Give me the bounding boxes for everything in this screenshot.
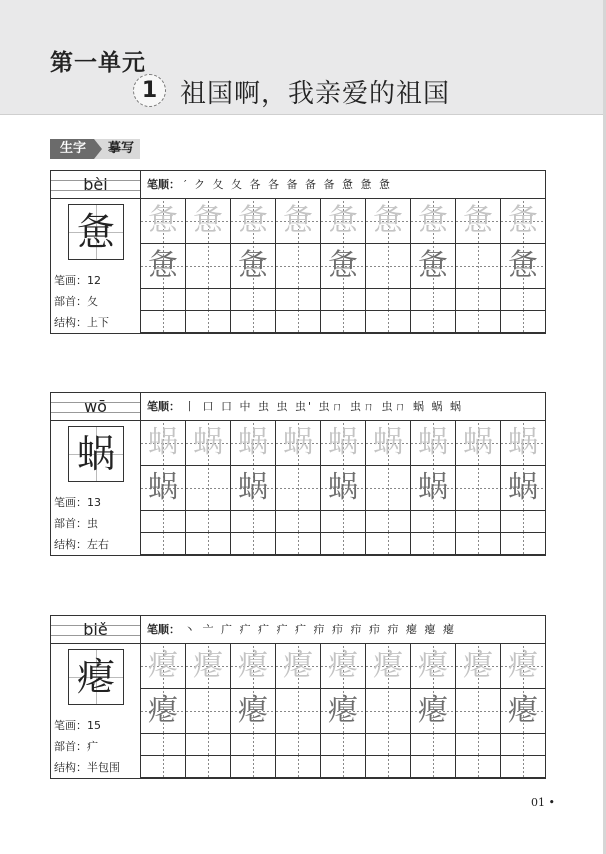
blank-cell[interactable] <box>366 466 411 511</box>
blank-cell[interactable] <box>456 511 501 533</box>
blank-cell[interactable] <box>456 289 501 311</box>
blank-cell[interactable] <box>276 734 321 756</box>
blank-cell[interactable] <box>276 244 321 289</box>
blank-cell[interactable] <box>321 756 366 778</box>
copy-cell[interactable]: 瘪 <box>321 689 366 734</box>
blank-cell[interactable] <box>186 244 231 289</box>
structure: 结构：左右 <box>54 538 109 551</box>
trace-cell[interactable]: 蜗 <box>411 421 456 466</box>
trace-cell[interactable]: 惫 <box>366 199 411 244</box>
model-character: 惫 <box>68 204 124 260</box>
blank-cell[interactable] <box>411 511 456 533</box>
copy-cell[interactable]: 惫 <box>231 244 276 289</box>
section-tag <box>50 139 140 159</box>
copy-cell[interactable]: 惫 <box>141 244 186 289</box>
trace-cell[interactable]: 蜗 <box>141 421 186 466</box>
copy-cell[interactable]: 瘪 <box>231 689 276 734</box>
trace-cell[interactable]: 瘪 <box>456 644 501 689</box>
blank-cell[interactable] <box>141 311 186 333</box>
writing-grid <box>141 421 545 555</box>
blank-cell[interactable] <box>411 311 456 333</box>
trace-cell[interactable]: 瘪 <box>186 644 231 689</box>
character-info <box>51 644 141 778</box>
trace-cell[interactable]: 惫 <box>411 199 456 244</box>
blank-cell[interactable] <box>276 756 321 778</box>
blank-cell[interactable] <box>501 311 546 333</box>
blank-cell[interactable] <box>366 734 411 756</box>
blank-cell[interactable] <box>456 756 501 778</box>
blank-cell[interactable] <box>141 756 186 778</box>
trace-cell[interactable]: 惫 <box>456 199 501 244</box>
blank-cell[interactable] <box>276 466 321 511</box>
trace-cell[interactable]: 瘪 <box>366 644 411 689</box>
copy-cell[interactable]: 惫 <box>411 244 456 289</box>
radical: 部首：虫 <box>54 517 98 530</box>
blank-cell[interactable] <box>456 466 501 511</box>
blank-cell[interactable] <box>366 311 411 333</box>
character-info <box>51 199 141 333</box>
blank-cell[interactable] <box>456 689 501 734</box>
trace-cell[interactable]: 蜗 <box>321 421 366 466</box>
copy-cell[interactable]: 瘪 <box>501 689 546 734</box>
copy-cell[interactable]: 蜗 <box>411 466 456 511</box>
writing-grid <box>141 644 545 778</box>
copy-cell[interactable]: 蜗 <box>141 466 186 511</box>
model-character: 蜗 <box>68 426 124 482</box>
blank-cell[interactable] <box>501 511 546 533</box>
stroke-count: 笔画：13 <box>54 496 101 509</box>
trace-cell[interactable]: 蜗 <box>501 421 546 466</box>
blank-cell[interactable] <box>186 311 231 333</box>
blank-cell[interactable] <box>276 289 321 311</box>
blank-cell[interactable] <box>186 689 231 734</box>
trace-cell[interactable]: 惫 <box>501 199 546 244</box>
trace-cell[interactable]: 蜗 <box>186 421 231 466</box>
blank-cell[interactable] <box>501 289 546 311</box>
copy-cell[interactable]: 瘪 <box>411 689 456 734</box>
blank-cell[interactable] <box>366 533 411 555</box>
structure: 结构：上下 <box>54 316 109 329</box>
lesson-title: 祖国啊，我亲爱的祖国 <box>180 79 451 109</box>
page-header <box>0 0 606 115</box>
unit-title: 第一单元 <box>50 50 146 76</box>
stroke-order: 笔顺： 丨 口 口 中 虫 虫 虫' 虫ㄇ 虫ㄇ 虫ㄇ 蜗 蜗 蜗 <box>141 393 545 421</box>
blank-cell[interactable] <box>321 511 366 533</box>
stroke-order: 笔顺： ′ ク 夂 夂 各 各 备 备 备 惫 惫 惫 <box>141 171 545 199</box>
character-practice-block <box>50 615 546 779</box>
blank-cell[interactable] <box>141 533 186 555</box>
blank-cell[interactable] <box>276 689 321 734</box>
trace-cell[interactable]: 蜗 <box>276 421 321 466</box>
copy-cell[interactable]: 瘪 <box>141 689 186 734</box>
trace-cell[interactable]: 惫 <box>186 199 231 244</box>
blank-cell[interactable] <box>276 311 321 333</box>
character-practice-block <box>50 392 546 556</box>
lesson-number: 1 <box>133 74 166 107</box>
trace-cell[interactable]: 惫 <box>321 199 366 244</box>
blank-cell[interactable] <box>321 289 366 311</box>
blank-cell[interactable] <box>231 756 276 778</box>
trace-cell[interactable]: 惫 <box>141 199 186 244</box>
copy-cell[interactable]: 惫 <box>501 244 546 289</box>
blank-cell[interactable] <box>276 533 321 555</box>
blank-cell[interactable] <box>231 734 276 756</box>
copy-cell[interactable]: 蜗 <box>321 466 366 511</box>
blank-cell[interactable] <box>321 311 366 333</box>
blank-cell[interactable] <box>411 734 456 756</box>
blank-cell[interactable] <box>321 734 366 756</box>
blank-cell[interactable] <box>411 289 456 311</box>
blank-cell[interactable] <box>366 244 411 289</box>
blank-cell[interactable] <box>141 289 186 311</box>
trace-cell[interactable]: 惫 <box>276 199 321 244</box>
model-character: 瘪 <box>68 649 124 705</box>
blank-cell[interactable] <box>231 533 276 555</box>
blank-cell[interactable] <box>186 533 231 555</box>
trace-cell[interactable]: 瘪 <box>231 644 276 689</box>
page-number: 01 • <box>531 796 555 809</box>
blank-cell[interactable] <box>276 511 321 533</box>
blank-cell[interactable] <box>411 756 456 778</box>
blank-cell[interactable] <box>366 511 411 533</box>
pinyin: wō <box>51 393 141 421</box>
blank-cell[interactable] <box>186 466 231 511</box>
trace-cell[interactable]: 蜗 <box>456 421 501 466</box>
blank-cell[interactable] <box>231 511 276 533</box>
blank-cell[interactable] <box>186 511 231 533</box>
blank-cell[interactable] <box>321 533 366 555</box>
blank-cell[interactable] <box>141 511 186 533</box>
blank-cell[interactable] <box>141 734 186 756</box>
character-practice-block <box>50 170 546 334</box>
section-tag-primary: 生字 <box>50 139 94 159</box>
pinyin: bèi <box>51 171 141 199</box>
blank-cell[interactable] <box>186 734 231 756</box>
trace-cell[interactable]: 蜗 <box>231 421 276 466</box>
section-tag-secondary: 摹写 <box>94 139 140 159</box>
blank-cell[interactable] <box>501 533 546 555</box>
radical: 部首：疒 <box>54 740 98 753</box>
blank-cell[interactable] <box>456 734 501 756</box>
blank-cell[interactable] <box>231 289 276 311</box>
pinyin: biě <box>51 616 141 644</box>
trace-cell[interactable]: 瘪 <box>411 644 456 689</box>
blank-cell[interactable] <box>366 289 411 311</box>
trace-cell[interactable]: 惫 <box>231 199 276 244</box>
character-info <box>51 421 141 555</box>
writing-grid <box>141 199 545 333</box>
stroke-order: 笔顺： 丶 亠 广 疒 疒 疒 疒 疖 疖 疖 疖 疖 瘪 瘪 瘪 <box>141 616 545 644</box>
trace-cell[interactable]: 瘪 <box>321 644 366 689</box>
trace-cell[interactable]: 瘪 <box>141 644 186 689</box>
blank-cell[interactable] <box>186 756 231 778</box>
blank-cell[interactable] <box>456 244 501 289</box>
blank-cell[interactable] <box>501 756 546 778</box>
blank-cell[interactable] <box>231 311 276 333</box>
stroke-count: 笔画：12 <box>54 274 101 287</box>
structure: 结构：半包围 <box>54 761 120 774</box>
blank-cell[interactable] <box>186 289 231 311</box>
trace-cell[interactable]: 蜗 <box>366 421 411 466</box>
blank-cell[interactable] <box>366 756 411 778</box>
copy-cell[interactable]: 惫 <box>321 244 366 289</box>
blank-cell[interactable] <box>411 533 456 555</box>
stroke-count: 笔画：15 <box>54 719 101 732</box>
trace-cell[interactable]: 瘪 <box>276 644 321 689</box>
copy-cell[interactable]: 蜗 <box>231 466 276 511</box>
blank-cell[interactable] <box>366 689 411 734</box>
trace-cell[interactable]: 瘪 <box>501 644 546 689</box>
copy-cell[interactable]: 蜗 <box>501 466 546 511</box>
blank-cell[interactable] <box>456 311 501 333</box>
blank-cell[interactable] <box>501 734 546 756</box>
blank-cell[interactable] <box>456 533 501 555</box>
radical: 部首：夂 <box>54 295 98 308</box>
